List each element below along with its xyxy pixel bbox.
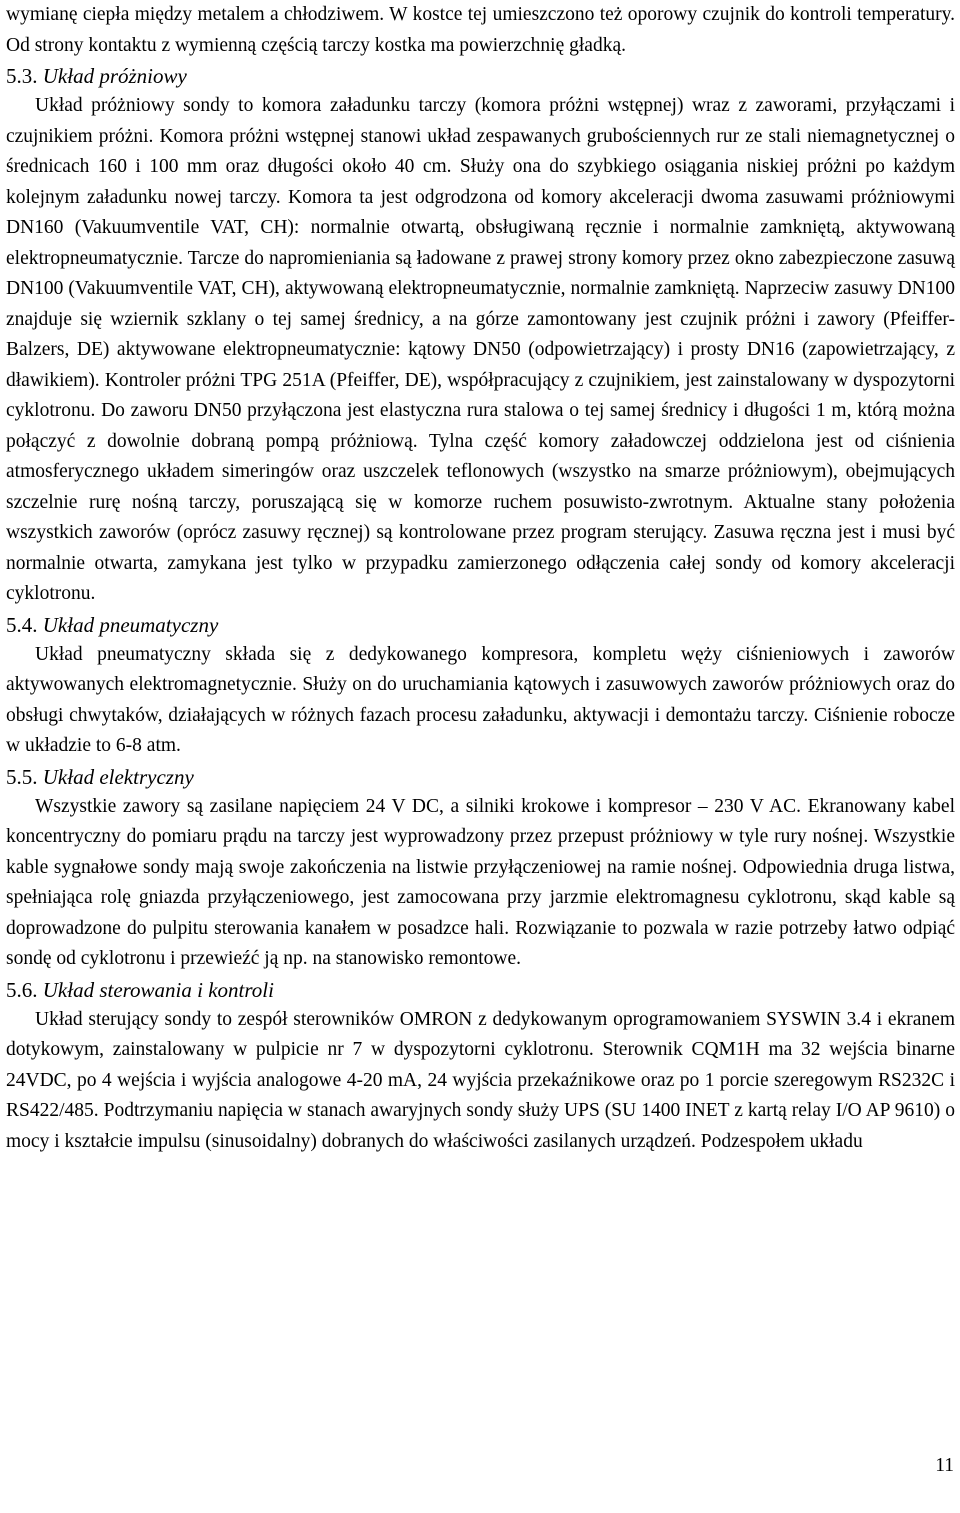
section-title: Układ pneumatyczny	[42, 612, 219, 637]
section-body-5-3: Układ próżniowy sondy to komora załadunku tarczy (komora próżni wstępnej) wraz z zaworami, przyłączami i czujnikiem próżni. Komora próżni wstępnej stanowi układ zespawanych grubościennych rur ze stali niemagnetycznej o średnicach 160 i 100 mm oraz długości około 40 cm. Służy ona do szybkiego osiągania niskiej próżni po każdym kolejnym załadunku nowej tarczy. Komora ta jest odgrodzona od komory akceleracji dwoma zasuwami próżniowymi DN160 (Vakuumventile VAT, CH): normalnie otwartą, obsługiwaną ręcznie i normalnie zamkniętą, aktywowaną elektropneumatycznie. Tarcze do napromieniania są ładowane z prawej strony komory przez okno zabezpieczone zasuwą DN100 (Vakuumventile VAT, CH), aktywowaną elektropneumatycznie, normalnie zamkniętą. Naprzeciw zasuwy DN100 znajduje się wziernik szklany o tej samej średnicy, a na górze zamontowany jest czujnik próżni i zawory (Pfeiffer-Balzers, DE) aktywowane elektropneumatycznie: kątowy DN50 (odpowietrzający) i prosty DN16 (zapowietrzający, z dławikiem). Kontroler próżni TPG 251A (Pfeiffer, DE), współpracujący z czujnikiem, jest zainstalowany w dyspozytorni cyklotronu. Do zaworu DN50 przyłączona jest elastyczna rura stalowa o tej samej średnicy i długości 1 m, którą można połączyć z dowolnie dobraną pompą próżniową. Tylna część komory załadowczej oddzielona jest od ciśnienia atmosferycznego układem simeringów oraz uszczelek teflonowych (wszystko na smarze próżniowym), obejmujących szczelnie rurę nośną tarczy, poruszającą się w komorze ruchem posuwisto-zwrotnym. Aktualne stany położenia wszystkich zaworów (oprócz zasuwy ręcznej) są kontrolowane przez program sterujący. Zasuwa ręczna jest i musi być normalnie otwarta, zamykana jest tylko w przypadku zamierzonego odłączenia całej sondy od komory akceleracji cyklotronu.	[6, 95, 955, 604]
section-body-5-5: Wszystkie zawory są zasilane napięciem 24 V DC, a silniki krokowe i kompresor – 230 V AC. Ekranowany kabel koncentryczny do pomiaru prądu na tarczy jest wyprowadzony przez przepust próżniowy w tyle rury nośnej. Wszystkie kable sygnałowe sondy mają swoje zakończenia na listwie przyłączeniowej na ramie nośnej. Odpowiednia druga listwa, spełniająca rolę gniazda przyłączeniowego, jest zamocowana przy jarzmie elektromagnesu cyklotronu, skąd kable są doprowadzone do pulpitu sterowania kanałem w posadzce hali. Rozwiązanie to pozwala w razie potrzeby łatwo odpiąć sondę od cyklotronu i przewieźć ją np. na stanowisko remontowe.	[6, 795, 955, 969]
intro-paragraph: wymianę ciepła między metalem a chłodziwem. W kostce tej umieszczono też oporowy czujnik do kontroli temperatury. Od strony kontaktu z wymienną częścią tarczy kostka ma powierzchnię gładką.	[6, 4, 955, 56]
section-body-5-4: Układ pneumatyczny składa się z dedykowanego kompresora, kompletu węży ciśnieniowych i zaworów aktywowanych elektromagnetycznie. Służy on do uruchamiania kątowych i zasuwowych zaworów próżniowych oraz do obsługi chwytaków, działających w różnych fazach procesu załadunku, aktywacji i demontażu tarczy. Ciśnienie robocze w układzie to 6-8 atm.	[6, 643, 955, 756]
section-number: 5.5.	[6, 764, 38, 789]
section-heading-5-3	[6, 61, 955, 91]
section-title: Układ próżniowy	[42, 64, 187, 88]
page-number: 11	[935, 1455, 954, 1476]
section-number: 5.6.	[6, 977, 38, 1002]
section-number: 5.3.	[6, 64, 38, 88]
document-page	[6, 0, 955, 1157]
section-heading-5-6	[6, 975, 955, 1005]
section-title: Układ sterowania i kontroli	[42, 977, 274, 1002]
section-heading-5-4	[6, 610, 955, 640]
section-heading-5-5	[6, 762, 955, 792]
section-title: Układ elektryczny	[42, 764, 194, 789]
section-body-5-6: Układ sterujący sondy to zespół sterowników OMRON z dedykowanym oprogramowaniem SYSWIN 3.4 i ekranem dotykowym, zainstalowany w pulpicie nr 7 w dyspozytorni cyklotronu. Sterownik CQM1H ma 32 wejścia binarne 24VDC, po 4 wejścia i wyjścia analogowe 4-20 mA, 24 wyjścia przekaźnikowe oraz po 1 porcie szeregowym RS232C i RS422/485. Podtrzymaniu napięcia w stanach awaryjnych sondy służy UPS (SU 1400 INET z kartą relay I/O AP 9610) o mocy i kształcie impulsu (sinusoidalny) dobranych do właściwości zasilanych urządzeń. Podzespołem układu	[6, 1008, 955, 1152]
section-number: 5.4.	[6, 612, 38, 637]
